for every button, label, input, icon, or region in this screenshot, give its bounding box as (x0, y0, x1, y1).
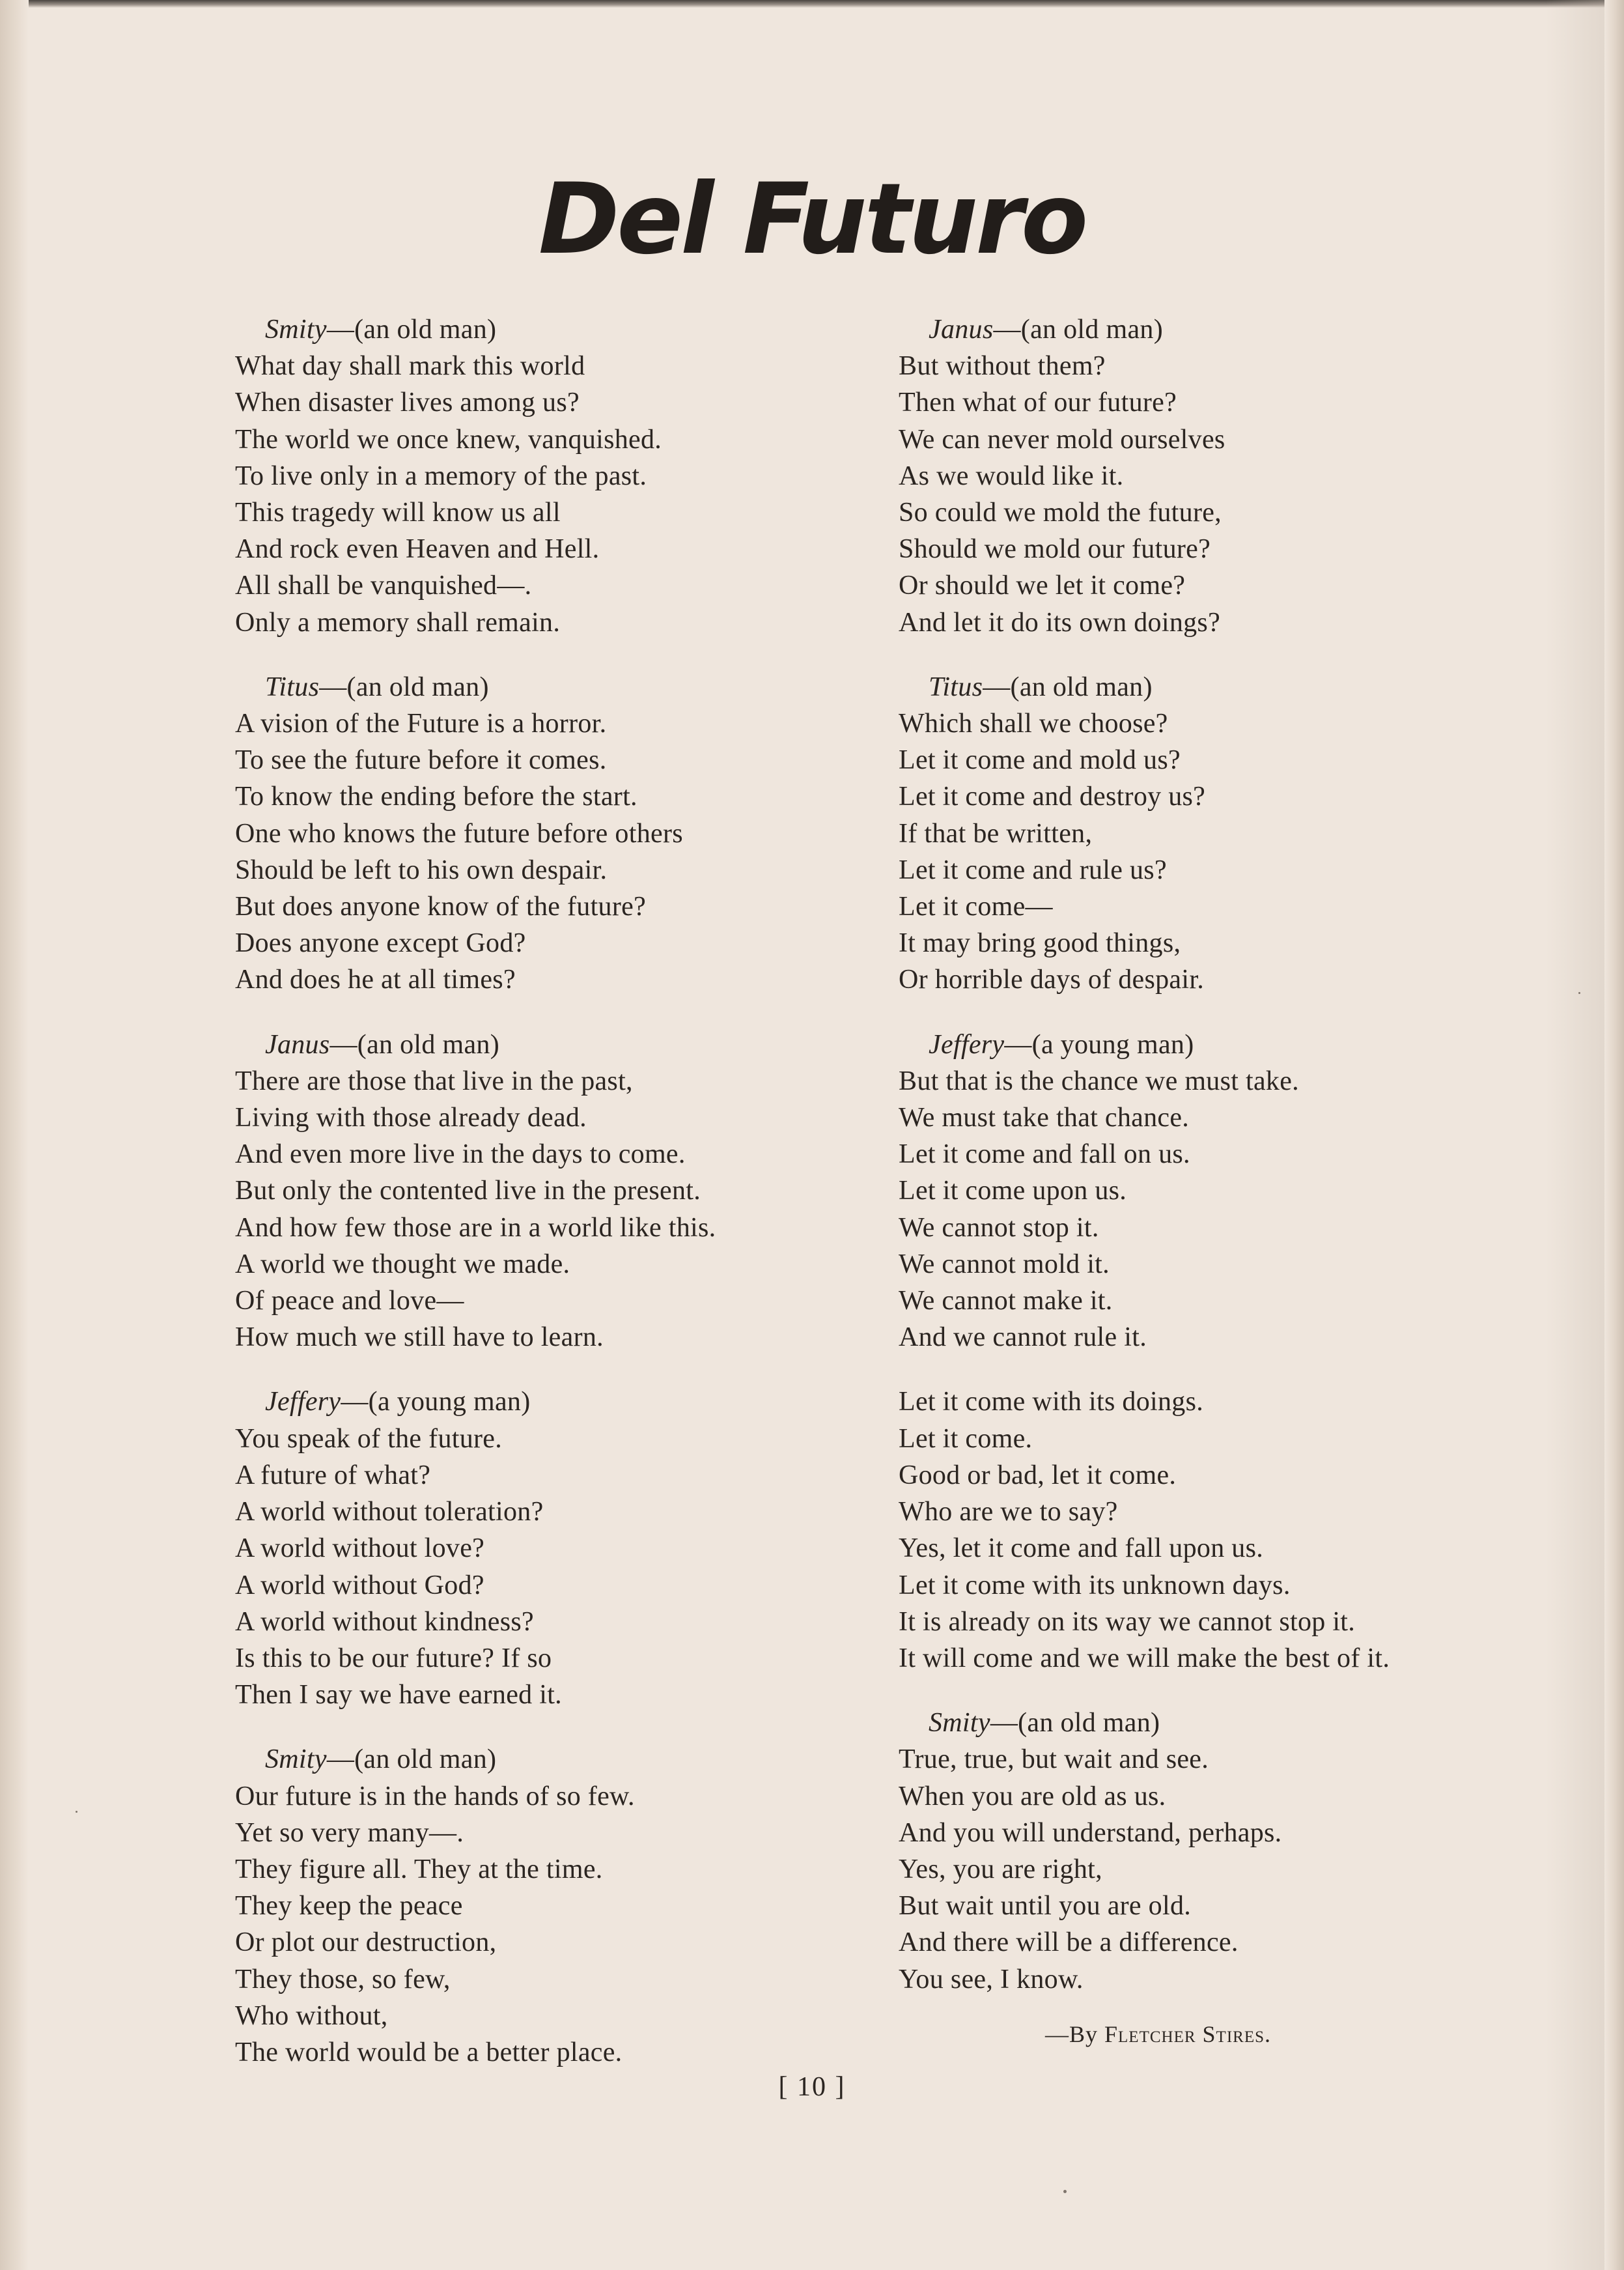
speaker-name: Titus (929, 672, 983, 702)
verse-line: Let it come and destroy us? (899, 782, 1206, 812)
stanza (899, 1383, 1589, 1677)
verse-line: We can never mold ourselves (899, 424, 1225, 455)
verse-line: Or should we let it come? (899, 571, 1186, 601)
stanza (235, 669, 925, 999)
verse-line: Let it come with its unknown days. (899, 1570, 1291, 1600)
verse-line: A world without toleration? (235, 1497, 544, 1527)
verse-line: It is already on its way we cannot stop it. (899, 1606, 1356, 1637)
verse-line: A world without love? (235, 1533, 485, 1564)
speaker-role: —(an old man) (319, 672, 489, 702)
verse-line: As we would like it. (899, 461, 1124, 491)
verse-line: Or horrible days of despair. (899, 965, 1205, 995)
page-number: [ 10 ] (778, 2072, 846, 2102)
paper-speck (1578, 992, 1580, 994)
verse-line: It may bring good things, (899, 928, 1181, 959)
byline-prefix: —By (1045, 2021, 1105, 2047)
speaker-role: —(an old man) (329, 1029, 499, 1060)
verse-line: We cannot stop it. (899, 1212, 1099, 1243)
verse-line: Which shall we choose? (899, 709, 1168, 739)
verse-line: And there will be a difference. (899, 1927, 1239, 1958)
verse-line: And you will understand, perhaps. (899, 1817, 1282, 1848)
verse-line: And we cannot rule it. (899, 1322, 1147, 1353)
verse-line: Then what of our future? (899, 388, 1177, 418)
verse-line: To know the ending before the start. (235, 782, 637, 812)
verse-line: They figure all. They at the time. (235, 1854, 603, 1884)
verse-line: So could we mold the future, (899, 498, 1222, 528)
verse-line: You see, I know. (899, 1964, 1084, 1994)
verse-line: We cannot mold it. (899, 1249, 1110, 1279)
verse-line: They keep the peace (235, 1891, 463, 1922)
verse-line: This tragedy will know us all (235, 498, 561, 528)
stanza (235, 311, 925, 641)
verse-line: There are those that live in the past, (235, 1066, 633, 1096)
speaker-name: Jeffery (265, 1387, 341, 1417)
verse-line: But that is the chance we must take. (899, 1066, 1299, 1096)
stanza (899, 669, 1589, 999)
speaker-role: —(a young man) (341, 1387, 531, 1417)
verse-line: How much we still have to learn. (235, 1322, 604, 1353)
verse-line: Let it come and fall on us. (899, 1139, 1190, 1170)
stanza (235, 1741, 925, 2071)
verse-line: If that be written, (899, 818, 1093, 849)
verse-line: What day shall mark this world (235, 351, 585, 382)
verse-line: Yes, let it come and fall upon us. (899, 1533, 1264, 1564)
byline-author: Fletcher Stires (1104, 2021, 1265, 2047)
verse-line: When disaster lives among us? (235, 388, 580, 418)
verse-line: And even more live in the days to come. (235, 1139, 686, 1170)
verse-line: Let it come— (899, 892, 1053, 922)
stanza (899, 1027, 1589, 1356)
verse-line: Only a memory shall remain. (235, 607, 561, 638)
verse-line: We cannot make it. (899, 1286, 1113, 1316)
stanza (235, 1383, 925, 1713)
verse-line: To see the future before it comes. (235, 745, 607, 776)
verse-line: Good or bad, let it come. (899, 1460, 1177, 1490)
verse-line: To live only in a memory of the past. (235, 461, 647, 491)
verse-line: The world would be a better place. (235, 2037, 623, 2067)
verse-line: A world without kindness? (235, 1606, 534, 1637)
verse-line: Who without, (235, 2000, 388, 2031)
speaker-line (235, 1383, 925, 1420)
verse-line: Or plot our destruction, (235, 1927, 497, 1958)
verse-line: Should be left to his own despair. (235, 855, 608, 885)
speaker-role: —(an old man) (326, 1744, 497, 1775)
speaker-role: —(a young man) (1004, 1029, 1194, 1060)
verse-line: When you are old as us. (899, 1781, 1166, 1811)
verse-line: A vision of the Future is a horror. (235, 709, 607, 739)
speaker-line (235, 1027, 925, 1063)
verse-line: It will come and we will make the best of it. (899, 1643, 1390, 1673)
verse-line: Yet so very many—. (235, 1817, 464, 1848)
verse-line: Then I say we have earned it. (235, 1680, 562, 1710)
verse-line: Does anyone except God? (235, 928, 526, 959)
verse-line: And let it do its own doings? (899, 607, 1221, 638)
verse-line: Our future is in the hands of so few. (235, 1781, 635, 1811)
left-column (235, 311, 925, 2099)
stanza (235, 1027, 925, 1356)
verse-line: We must take that chance. (899, 1103, 1190, 1133)
verse-line: One who knows the future before others (235, 818, 683, 849)
verse-line: And how few those are in a world like this. (235, 1212, 716, 1243)
verse-line: Living with those already dead. (235, 1103, 587, 1133)
stanza (899, 1705, 1589, 1998)
paper-speck (1063, 2190, 1067, 2193)
speaker-role: —(an old man) (326, 315, 497, 345)
speaker-name: Janus (929, 315, 994, 345)
verse-line: Yes, you are right, (899, 1854, 1102, 1884)
paper-speck (76, 1811, 77, 1813)
speaker-line (899, 1027, 1589, 1063)
verse-line: True, true, but wait and see. (899, 1744, 1209, 1775)
verse-line: Of peace and love— (235, 1286, 464, 1316)
verse-line: Let it come upon us. (899, 1176, 1127, 1206)
speaker-name: Titus (265, 672, 320, 702)
byline-suffix: . (1265, 2021, 1271, 2047)
speaker-name: Smity (265, 315, 327, 345)
verse-line: All shall be vanquished—. (235, 571, 532, 601)
verse-line: The world we once knew, vanquished. (235, 424, 662, 455)
verse-line: You speak of the future. (235, 1423, 503, 1454)
verse-line: And does he at all times? (235, 965, 516, 995)
verse-line: But only the contented live in the present. (235, 1176, 701, 1206)
speaker-role: —(an old man) (990, 1708, 1160, 1738)
right-page-edge (1604, 0, 1624, 2270)
speaker-name: Janus (265, 1029, 330, 1060)
stanza (899, 311, 1589, 641)
verse-line: Let it come and mold us? (899, 745, 1181, 776)
verse-line: But without them? (899, 351, 1106, 382)
verse-line: Who are we to say? (899, 1497, 1118, 1527)
verse-line: They those, so few, (235, 1964, 451, 1994)
speaker-line (899, 1705, 1589, 1741)
left-page-edge (0, 0, 29, 2270)
speaker-name: Smity (929, 1708, 990, 1738)
verse-line: But does anyone know of the future? (235, 892, 647, 922)
right-column (899, 311, 1589, 2050)
verse-line: Let it come. (899, 1423, 1033, 1454)
speaker-role: —(an old man) (983, 672, 1153, 702)
verse-line: A world we thought we made. (235, 1249, 570, 1279)
verse-line: Let it come and rule us? (899, 855, 1167, 885)
speaker-line (899, 669, 1589, 705)
top-page-edge (0, 0, 1624, 8)
page-title: Del Futuro (538, 163, 1086, 276)
speaker-name: Jeffery (929, 1029, 1005, 1060)
verse-line: A future of what? (235, 1460, 431, 1490)
speaker-line (235, 669, 925, 705)
verse-line: Should we mold our future? (899, 534, 1211, 565)
verse-line: Let it come with its doings. (899, 1387, 1204, 1417)
verse-line: A world without God? (235, 1570, 484, 1600)
speaker-line (235, 311, 925, 348)
author-byline (1045, 2018, 1589, 2050)
speaker-line (235, 1741, 925, 1778)
verse-line: Is this to be our future? If so (235, 1643, 552, 1673)
speaker-line (899, 311, 1589, 348)
speaker-name: Smity (265, 1744, 327, 1775)
speaker-role: —(an old man) (993, 315, 1163, 345)
verse-line: But wait until you are old. (899, 1891, 1192, 1922)
verse-line: And rock even Heaven and Hell. (235, 534, 600, 565)
